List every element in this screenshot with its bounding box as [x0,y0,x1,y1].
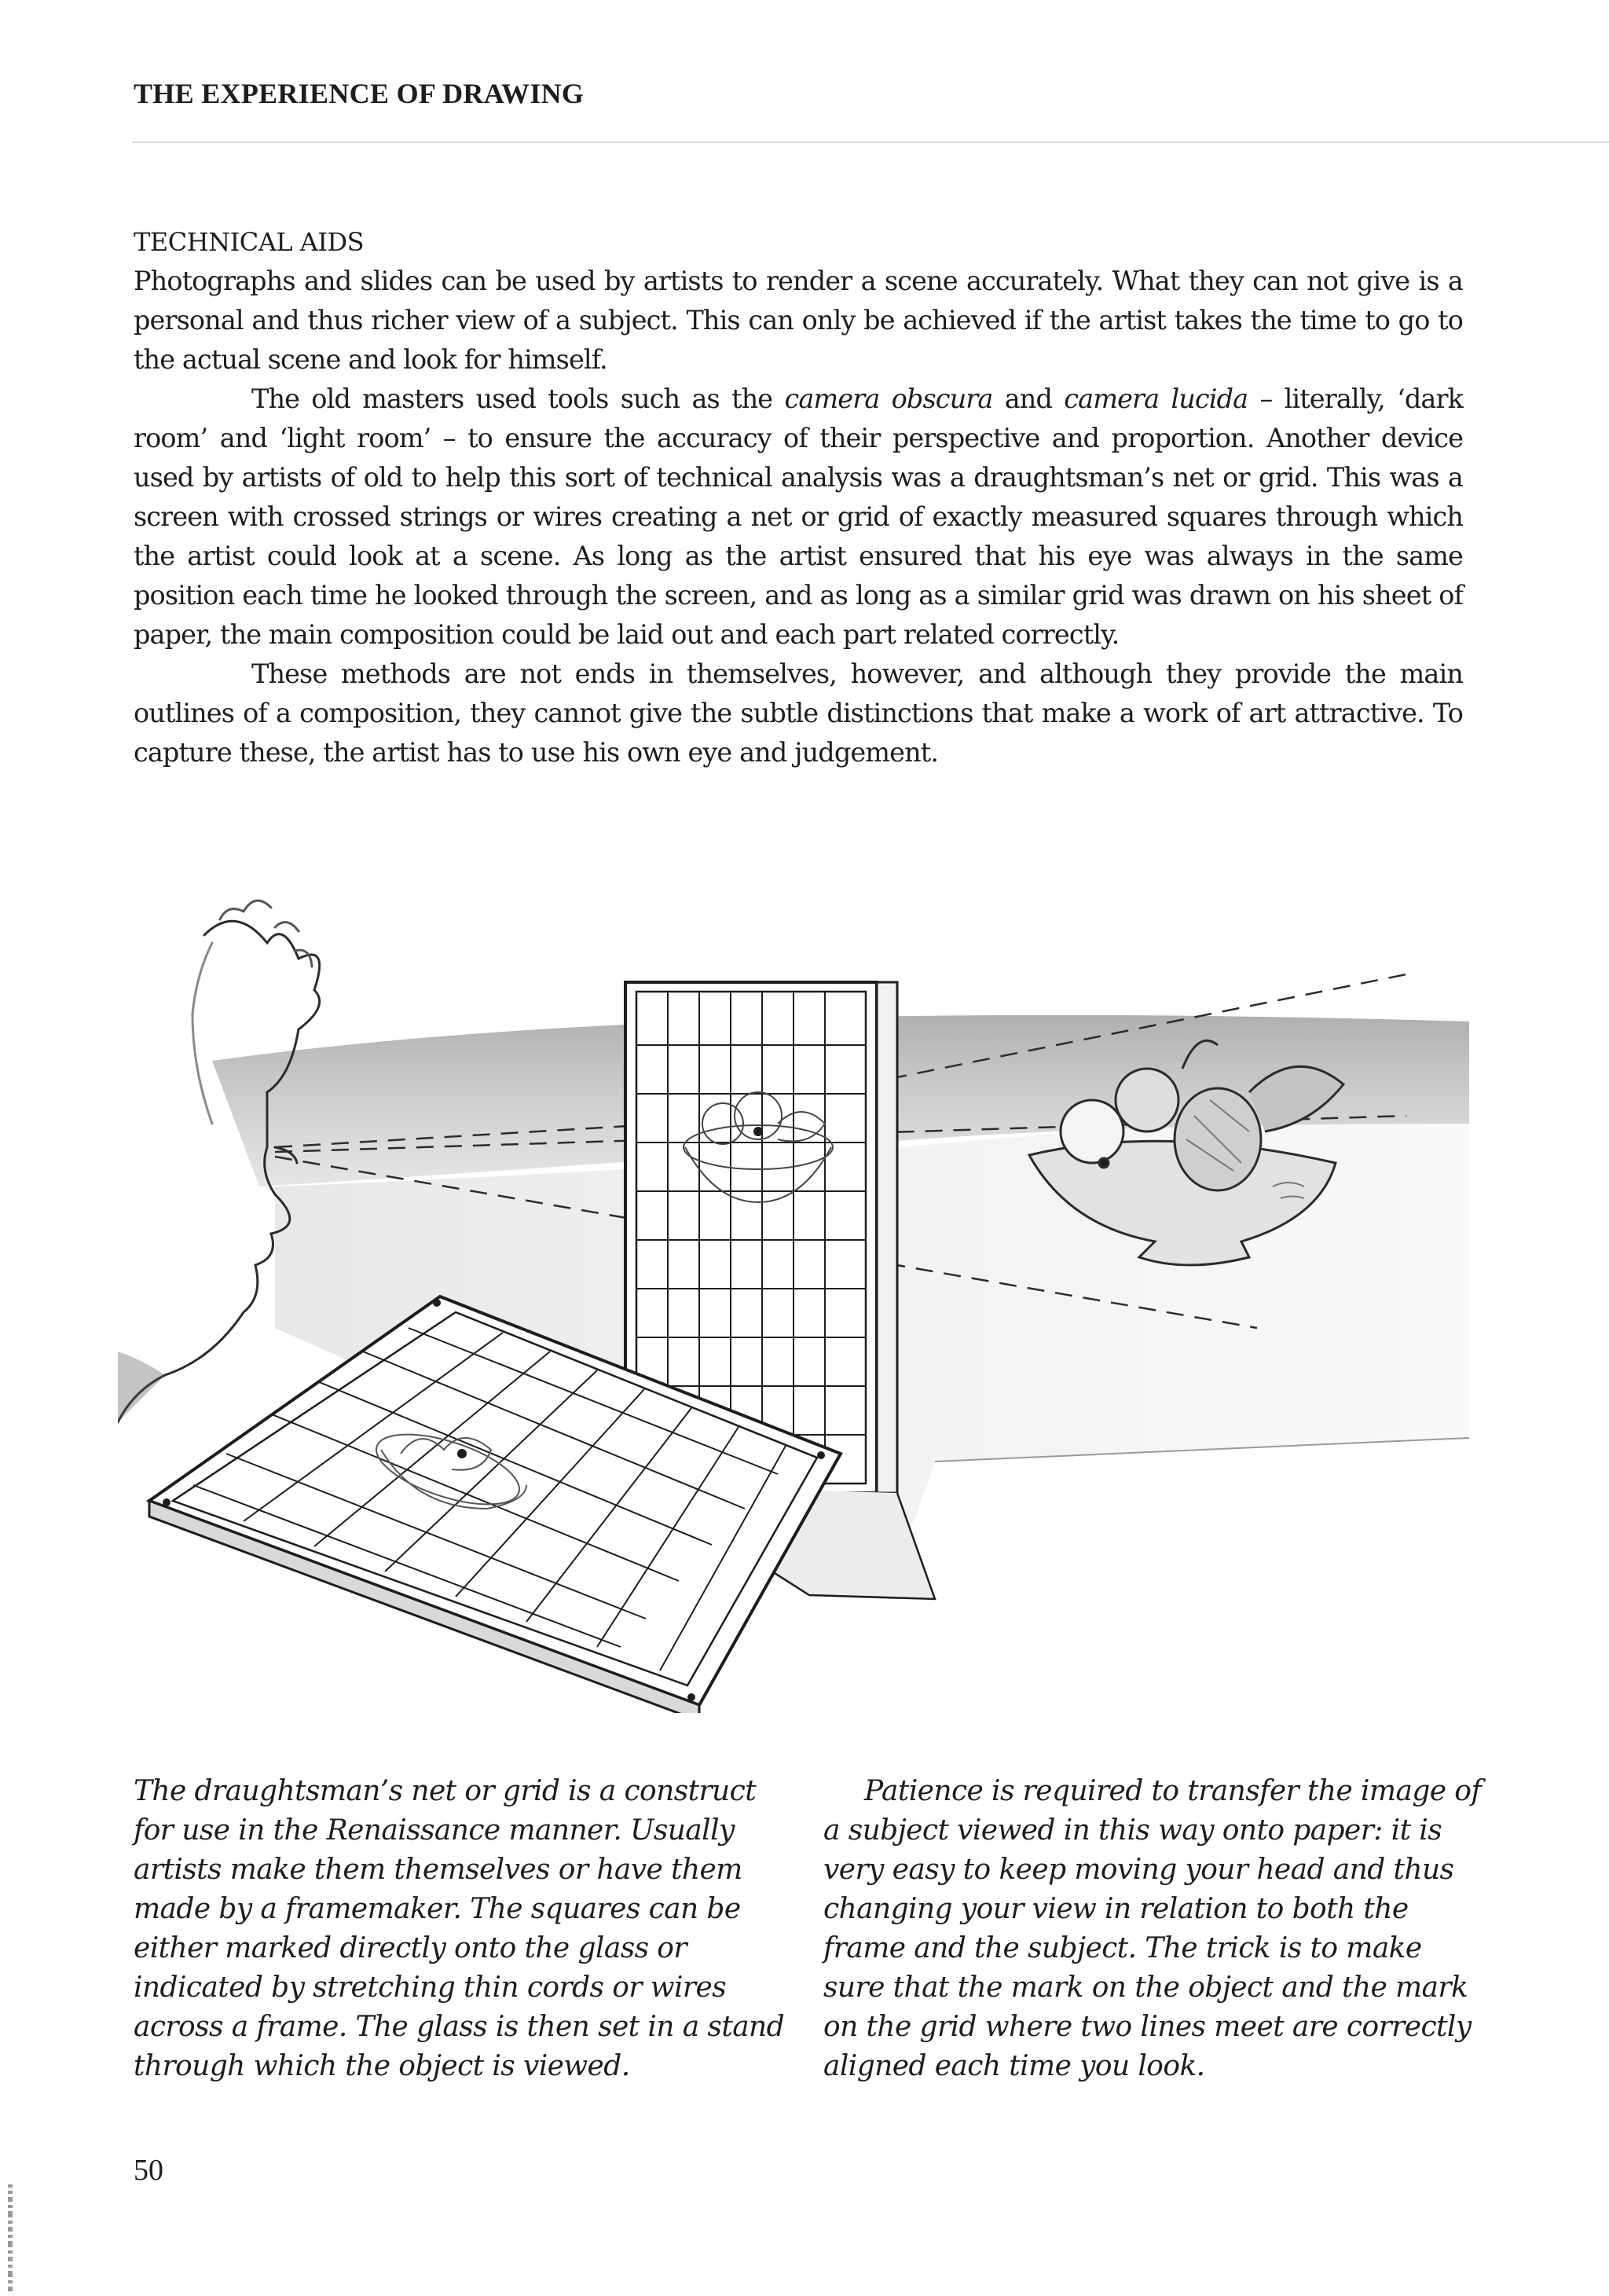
draughtsmans-grid-illustration [118,888,1477,1713]
paragraph-1 [134,262,1463,380]
text-segment: and [992,383,1065,414]
text-segment: These methods are not ends in themselves, however, and although they provide the main outlines of a composition, they cannot give the subtle distinctions that make a work of art attractive. To capture these, the artist has to use his own eye and judgement. [134,658,1463,768]
paragraph-2 [134,380,1463,655]
term-camera-lucida: camera lucida [1064,383,1248,414]
caption-left: The draughtsman’s net or grid is a construct for use in the Renaissance manner. Usually artists make them themselves or have them made by a framemaker. The squares can be either marked directly onto the glass or indicated by stretching thin cords or wires across a frame. The glass is then set in a stand through which the object is viewed. [134,1775,785,2082]
term-camera-obscura: camera obscura [784,383,993,414]
caption-right: Patience is required to transfer the image of a subject viewed in this way onto paper: it is very easy to keep moving your head and thus changing your view in relation to both the frame and the subject. The trick is to make sure that the mark on the object and the mark on the grid where two lines meet are correctly aligned each time you look. [823,1775,1482,2082]
text-segment: – literally, ‘dark room’ and ‘light room’ – to ensure the accuracy of their perspective and proportion. Another device used by artists of old to help this sort of technical analysis was a draughtsman’s net or grid. This was a screen with crossed strings or wires creating a net or grid of exactly measured squares through which the artist could look at a scene. As long as the artist ensured that his eye was always in the same position each time he looked through the screen, and as long as a similar grid was drawn on his sheet of paper, the main composition could be laid out and each part related correctly. [134,383,1463,650]
text-segment: The old masters used tools such as the [251,383,785,414]
paragraph-3 [134,655,1463,772]
section-heading: TECHNICAL AIDS [134,227,365,257]
running-head: THE EXPERIENCE OF DRAWING [134,78,585,109]
header-rule [132,141,1609,143]
printer-slug-mark [3,2184,17,2294]
body-text [134,262,1463,772]
page-number: 50 [134,2154,163,2187]
text-segment: Photographs and slides can be used by artists to render a scene accurately. What they can not give is a personal and thus richer view of a subject. This can only be achieved if the artist takes the time to go to the actual scene and look for himself. [134,266,1463,375]
